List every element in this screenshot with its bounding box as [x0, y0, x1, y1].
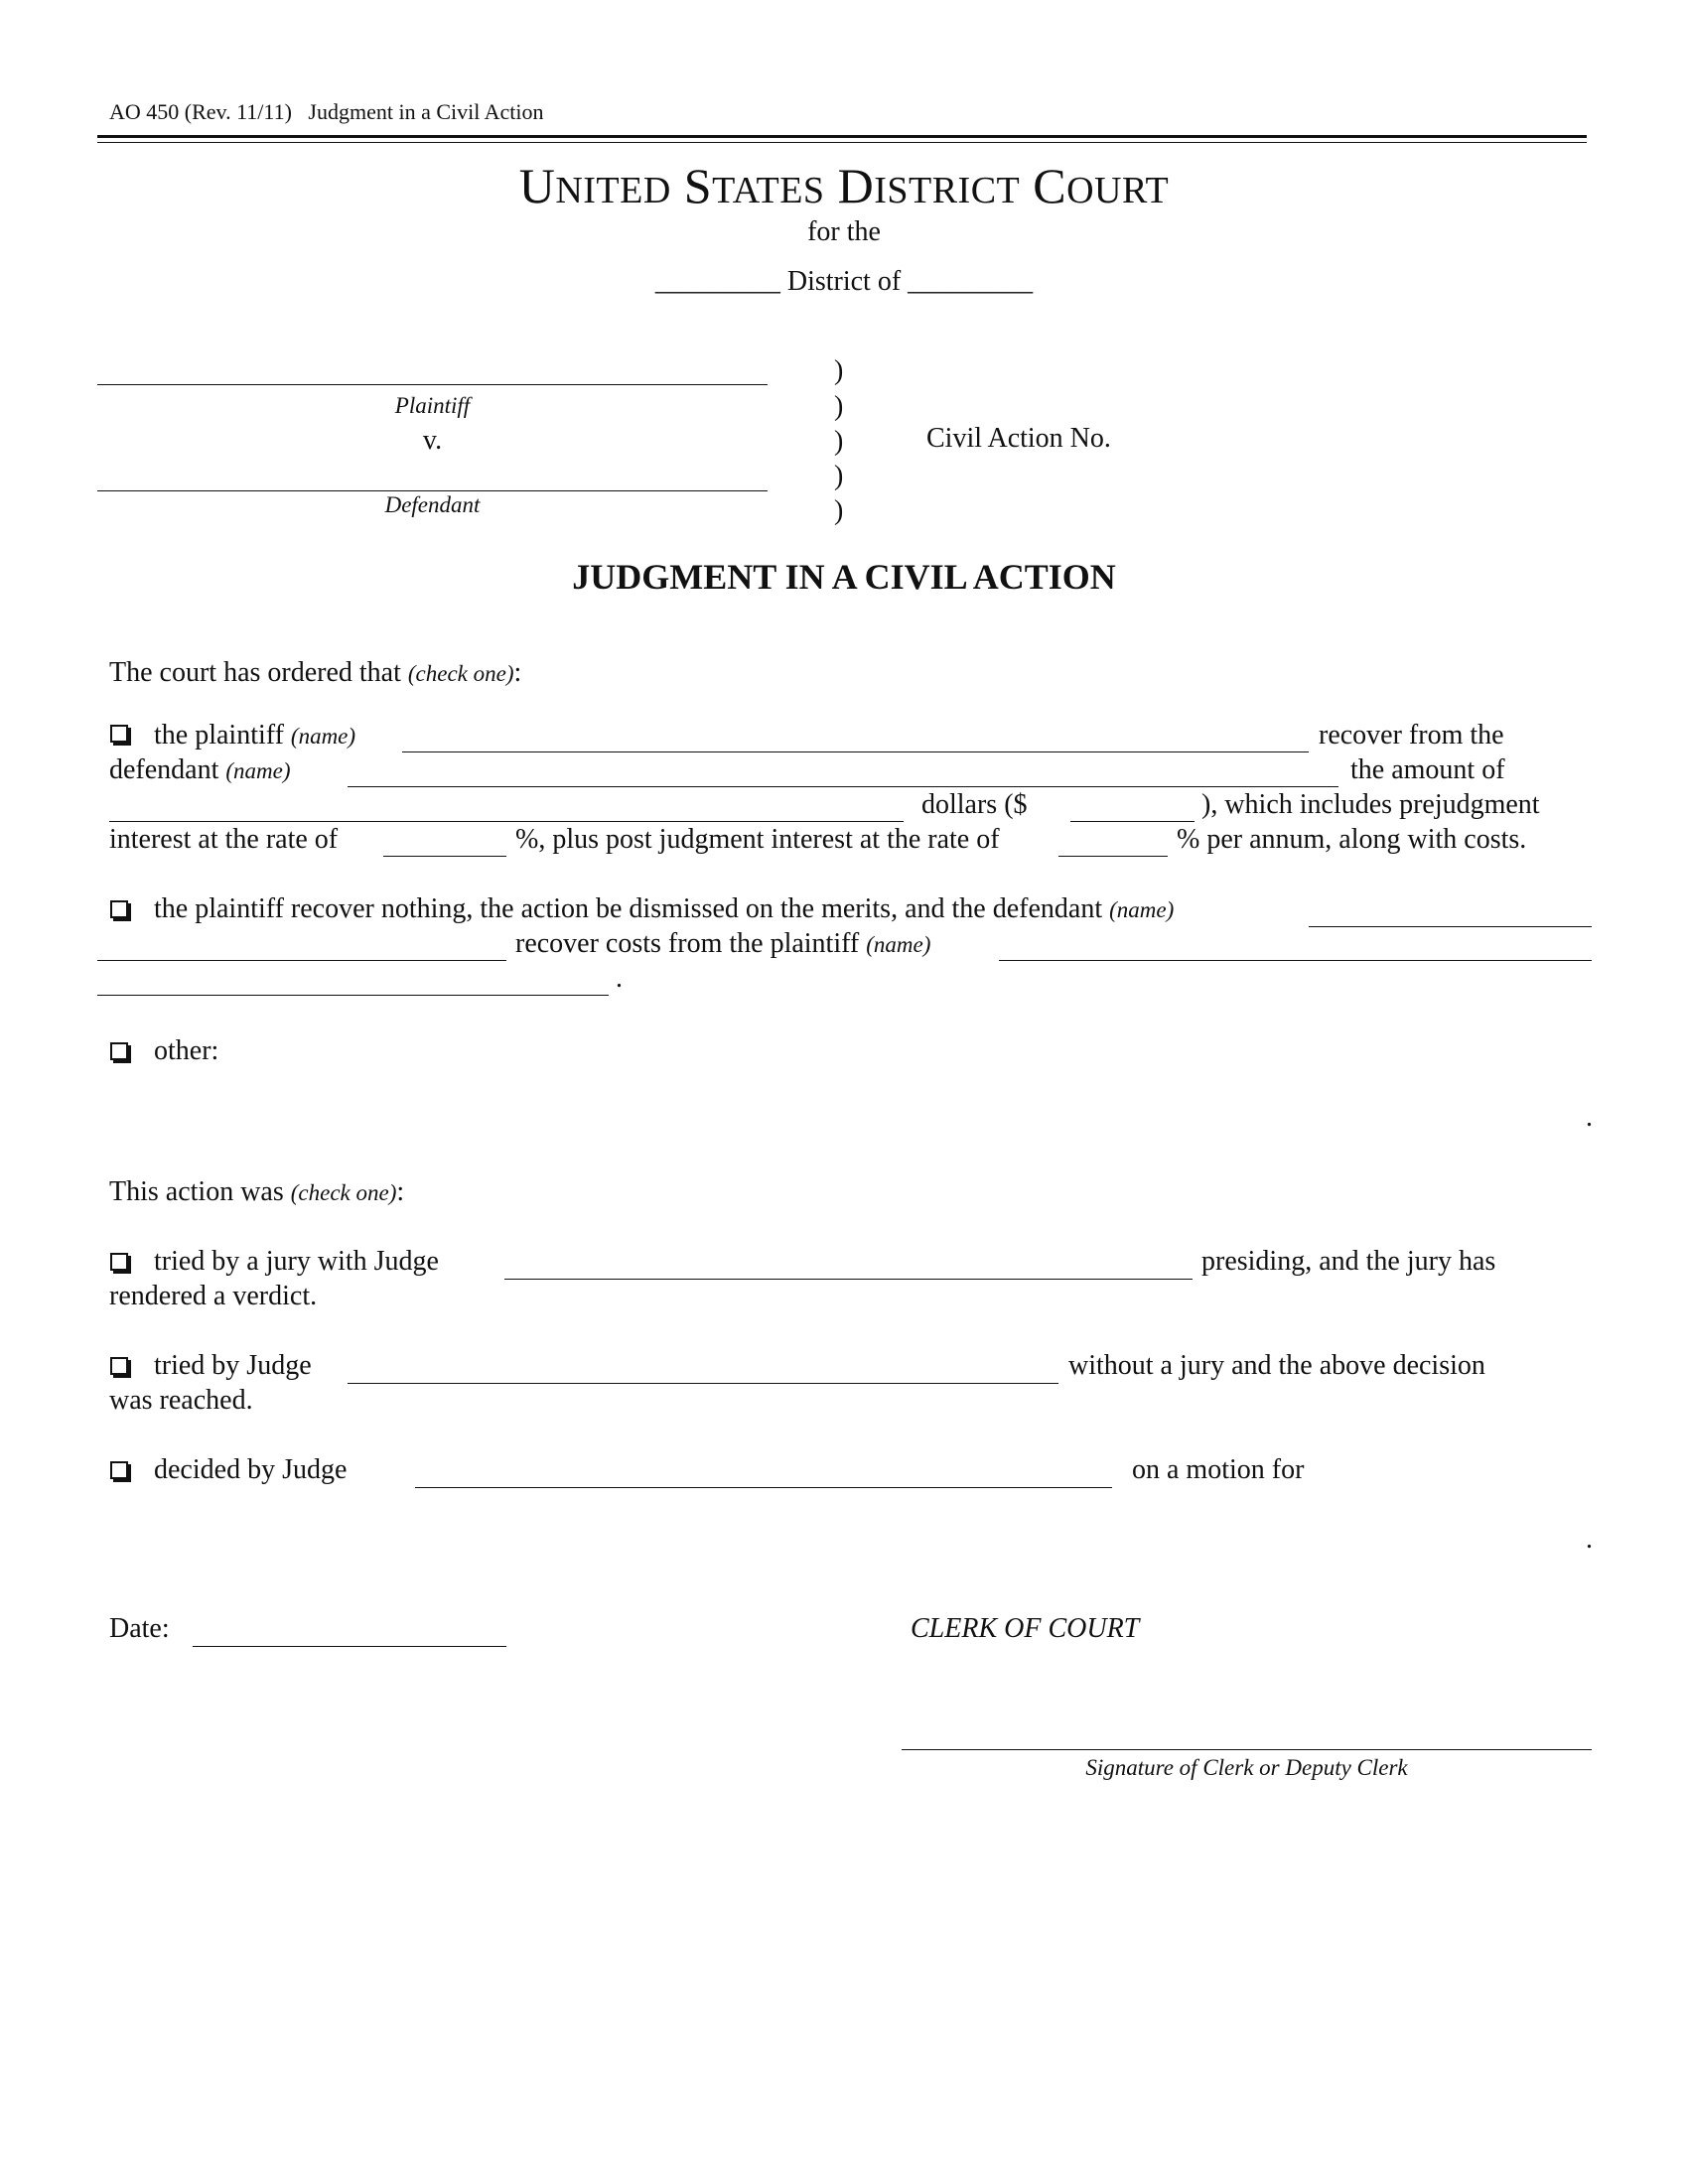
- decided-judge-text: decided by Judge: [154, 1454, 348, 1485]
- option-dismiss-text: the plaintiff recover nothing, the action be dismissed on the merits, and the defendant (name): [154, 893, 1175, 924]
- document-heading: JUDGMENT IN A CIVIL ACTION: [572, 557, 1116, 597]
- the-amount-of: the amount of: [1350, 754, 1505, 785]
- form-header: [109, 99, 544, 125]
- for-the: for the: [807, 216, 881, 247]
- tried-jury-checkbox[interactable]: [110, 1253, 128, 1271]
- defendant-label: Defendant: [384, 492, 481, 517]
- form-name: Judgment in a Civil Action: [308, 99, 544, 124]
- defendant-name-line[interactable]: [97, 490, 768, 491]
- decided-judge-checkbox[interactable]: [110, 1461, 128, 1479]
- award-plaintiff-name-line[interactable]: [402, 751, 1309, 752]
- dismiss-defendant-name-line[interactable]: [1309, 926, 1592, 927]
- district-line[interactable]: _________ District of _________: [654, 266, 1034, 297]
- other-period: .: [1586, 1102, 1593, 1133]
- caption-paren: ): [834, 355, 844, 386]
- which-includes: ), which includes prejudgment: [1201, 789, 1540, 820]
- jury-judge-name-line[interactable]: [504, 1279, 1193, 1280]
- plaintiff-label: Plaintiff: [394, 393, 471, 418]
- option-award-text: the plaintiff (name): [154, 720, 356, 751]
- recover-costs-text: recover costs from the plaintiff (name): [515, 928, 931, 959]
- motion-judge-name-line[interactable]: [415, 1487, 1112, 1488]
- form-id: AO 450 (Rev. 11/11): [109, 99, 292, 124]
- caption-paren: ): [834, 461, 844, 491]
- versus: v.: [422, 425, 443, 456]
- caption-paren: ): [834, 495, 844, 526]
- motion-for-text: on a motion for: [1132, 1454, 1305, 1485]
- prejudgment-rate-line[interactable]: [383, 856, 506, 857]
- recover-from-the: recover from the: [1319, 720, 1504, 751]
- option-other-checkbox[interactable]: [110, 1042, 128, 1060]
- ordered-intro: The court has ordered that (check one):: [109, 657, 522, 688]
- per-annum-label: % per annum, along with costs.: [1177, 824, 1527, 855]
- option-other-label: other:: [154, 1035, 219, 1066]
- defendant-text: defendant (name): [109, 754, 291, 785]
- clerk-signature-line[interactable]: [902, 1749, 1592, 1750]
- tried-judge-text: tried by Judge: [154, 1350, 312, 1381]
- dismiss-plaintiff-name-line-2[interactable]: [97, 995, 609, 996]
- amount-figure-line[interactable]: [1070, 821, 1195, 822]
- jury-verdict-text: rendered a verdict.: [109, 1281, 318, 1311]
- civil-action-label: Civil Action No.: [926, 423, 1111, 454]
- option-award-checkbox[interactable]: [110, 725, 128, 743]
- dollars-label: dollars ($: [921, 789, 1028, 820]
- dismiss-period: .: [616, 963, 623, 994]
- dismiss-plaintiff-name-line[interactable]: [999, 960, 1592, 961]
- tried-jury-text: tried by a jury with Judge: [154, 1246, 439, 1277]
- court-title: UNITED STATES DISTRICT COURT: [518, 158, 1170, 213]
- date-label: Date:: [109, 1613, 170, 1644]
- post-judgment-rate-line[interactable]: [1058, 856, 1168, 857]
- action-intro: This action was (check one):: [109, 1176, 405, 1207]
- interest-rate-label: interest at the rate of: [109, 824, 339, 855]
- without-jury-text: without a jury and the above decision: [1068, 1350, 1485, 1381]
- award-defendant-name-line[interactable]: [348, 786, 1338, 787]
- motion-period: .: [1586, 1524, 1593, 1555]
- caption-paren: ): [834, 391, 844, 422]
- clerk-of-court: CLERK OF COURT: [911, 1613, 1140, 1644]
- tried-judge-checkbox[interactable]: [110, 1357, 128, 1375]
- header-rule-thin: [97, 142, 1587, 143]
- caption-paren: ): [834, 426, 844, 457]
- plaintiff-name-line[interactable]: [97, 384, 768, 385]
- signature-label: Signature of Clerk or Deputy Clerk: [1085, 1755, 1408, 1780]
- amount-words-line[interactable]: [109, 821, 904, 822]
- bench-judge-name-line[interactable]: [348, 1383, 1058, 1384]
- dismiss-defendant-name-line-2[interactable]: [97, 960, 506, 961]
- plus-post-label: %, plus post judgment interest at the rate of: [515, 824, 1000, 855]
- date-line[interactable]: [193, 1646, 506, 1647]
- jury-presiding-text: presiding, and the jury has: [1201, 1246, 1496, 1277]
- header-rule-thick: [97, 135, 1587, 138]
- decision-reached-text: was reached.: [109, 1385, 253, 1416]
- option-dismiss-checkbox[interactable]: [110, 900, 128, 918]
